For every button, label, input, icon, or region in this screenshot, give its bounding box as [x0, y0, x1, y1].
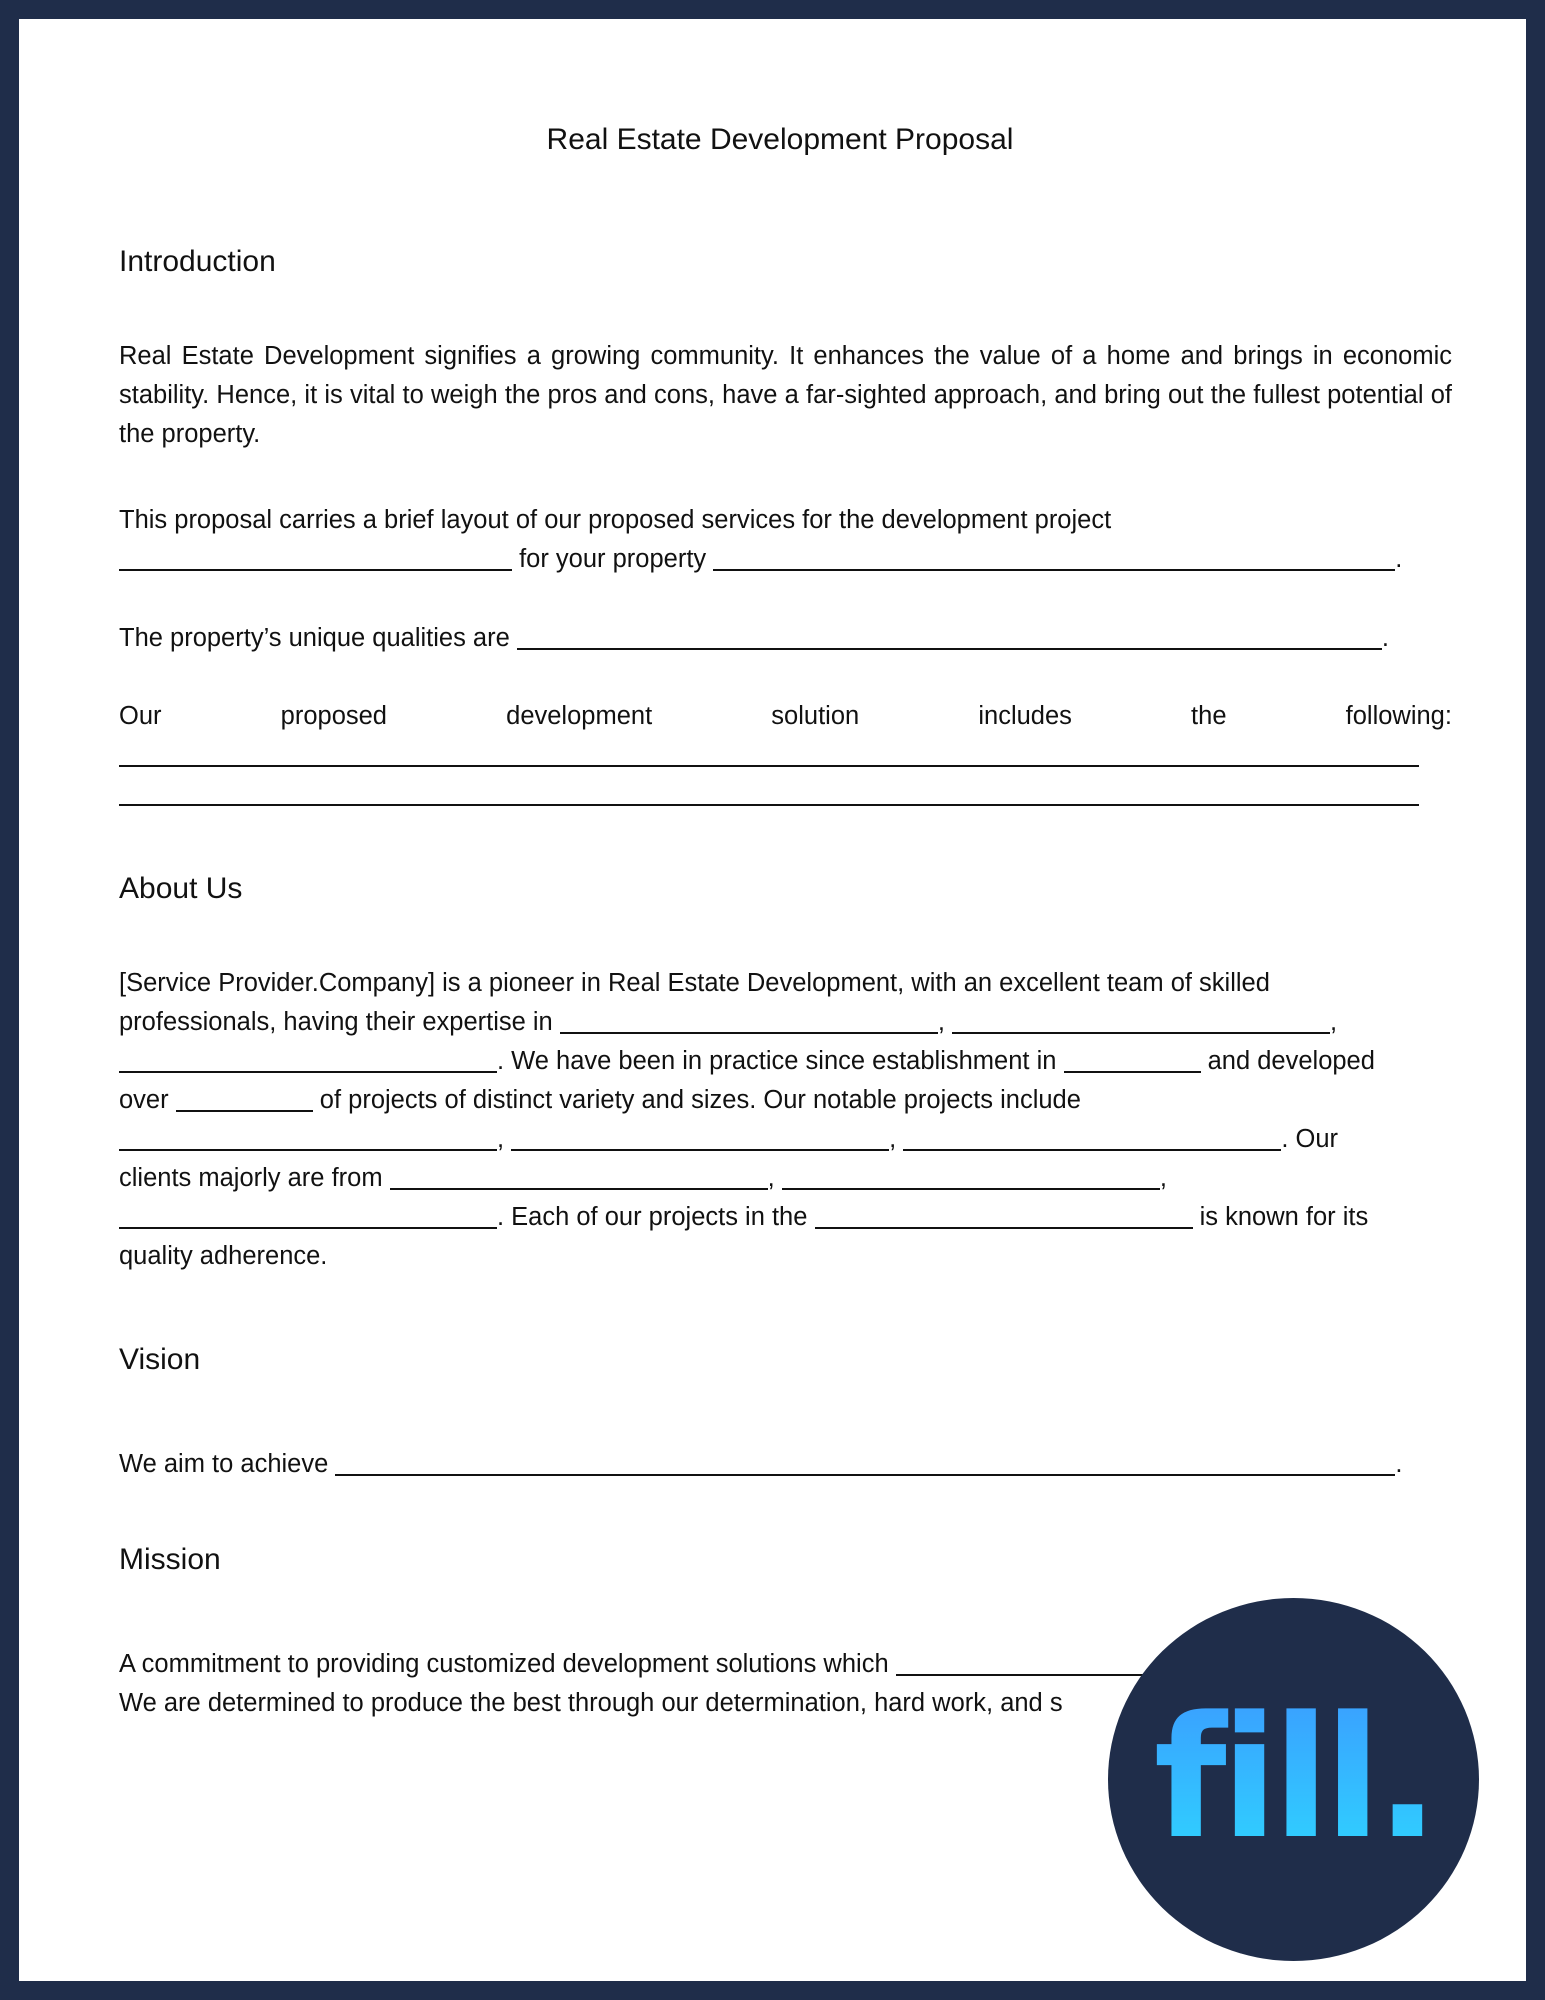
about-text: professionals, having their expertise in [119, 1008, 560, 1036]
proposal-text-mid: for your property [512, 545, 714, 573]
about-line-8: quality adherence. [119, 1242, 328, 1270]
unique-qualities-text: The property’s unique qualities are [119, 624, 517, 652]
solution-word: development [506, 702, 653, 730]
about-text: , [767, 1164, 782, 1192]
fill-logo-text: fill. [1108, 1698, 1479, 1858]
solution-paragraph [119, 697, 1452, 814]
unique-qualities-field[interactable] [517, 622, 1382, 650]
about-text: is known for its [1192, 1203, 1369, 1231]
solution-word: solution [771, 702, 860, 730]
expertise-field-3[interactable] [119, 1045, 497, 1073]
about-text: of projects of distinct variety and sizes. Our notable projects include [312, 1086, 1081, 1114]
about-text: clients majorly are from [119, 1164, 390, 1192]
about-text: over [119, 1086, 176, 1114]
client-field-3[interactable] [119, 1201, 497, 1229]
project-category-field[interactable] [815, 1201, 1193, 1229]
unique-qualities-end: . [1381, 624, 1389, 652]
client-field-1[interactable] [390, 1162, 768, 1190]
vision-text-end: . [1395, 1450, 1403, 1478]
solution-word: the [1191, 702, 1227, 730]
solution-word: Our [119, 702, 162, 730]
about-line-1: [Service Provider.Company] is a pioneer in Real Estate Development, with an excellent team of skilled [119, 969, 1270, 997]
mission-line-2: We are determined to produce the best through our determination, hard work, and s [119, 1689, 1063, 1717]
about-us-heading: About Us [119, 872, 243, 905]
about-text: . Each of our projects in the [497, 1203, 815, 1231]
about-text: . Our [1281, 1125, 1339, 1153]
vision-heading: Vision [119, 1343, 201, 1376]
about-text: , [1330, 1008, 1338, 1036]
about-text: , [889, 1125, 904, 1153]
establishment-year-field[interactable] [1064, 1045, 1201, 1073]
about-text: , [1159, 1164, 1167, 1192]
solution-lead-line [119, 697, 1452, 736]
introduction-paragraph: Real Estate Development signifies a growing community. It enhances the value of a home and brings in economic stability. Hence, it is vital to weigh the pros and cons, have a far-sighted approach, and bring out the fullest potential of the property. [119, 342, 1452, 448]
mission-heading: Mission [119, 1543, 221, 1576]
solution-word: following: [1345, 702, 1452, 730]
vision-paragraph [119, 1445, 1452, 1484]
proposal-paragraph [119, 501, 1452, 579]
about-us-paragraph [119, 964, 1452, 1276]
fill-logo [1108, 1598, 1479, 1961]
project-name-field[interactable] [119, 543, 512, 571]
expertise-field-1[interactable] [560, 1006, 938, 1034]
about-text: , [937, 1008, 952, 1036]
project-count-field[interactable] [176, 1084, 313, 1112]
proposal-line-1: This proposal carries a brief layout of our proposed services for the development project [119, 506, 1112, 534]
client-field-2[interactable] [782, 1162, 1160, 1190]
proposal-text-end: . [1395, 545, 1403, 573]
notable-project-field-1[interactable] [119, 1123, 497, 1151]
about-text: , [497, 1125, 512, 1153]
expertise-field-2[interactable] [952, 1006, 1330, 1034]
vision-text: We aim to achieve [119, 1450, 336, 1478]
about-text: . We have been in practice since establishment in [497, 1047, 1064, 1075]
document-title: Real Estate Development Proposal [546, 123, 1014, 156]
solution-word: proposed [280, 702, 387, 730]
solution-field-1[interactable] [119, 739, 1419, 767]
property-field[interactable] [713, 543, 1395, 571]
mission-text: A commitment to providing customized development solutions which [119, 1650, 896, 1678]
document-page [19, 19, 1526, 1981]
solution-field-2[interactable] [119, 778, 1419, 806]
notable-project-field-3[interactable] [903, 1123, 1281, 1151]
introduction-heading: Introduction [119, 245, 276, 278]
vision-field[interactable] [335, 1448, 1395, 1476]
about-text: and developed [1200, 1047, 1375, 1075]
notable-project-field-2[interactable] [511, 1123, 889, 1151]
unique-qualities-paragraph [119, 619, 1452, 658]
solution-word: includes [978, 702, 1072, 730]
